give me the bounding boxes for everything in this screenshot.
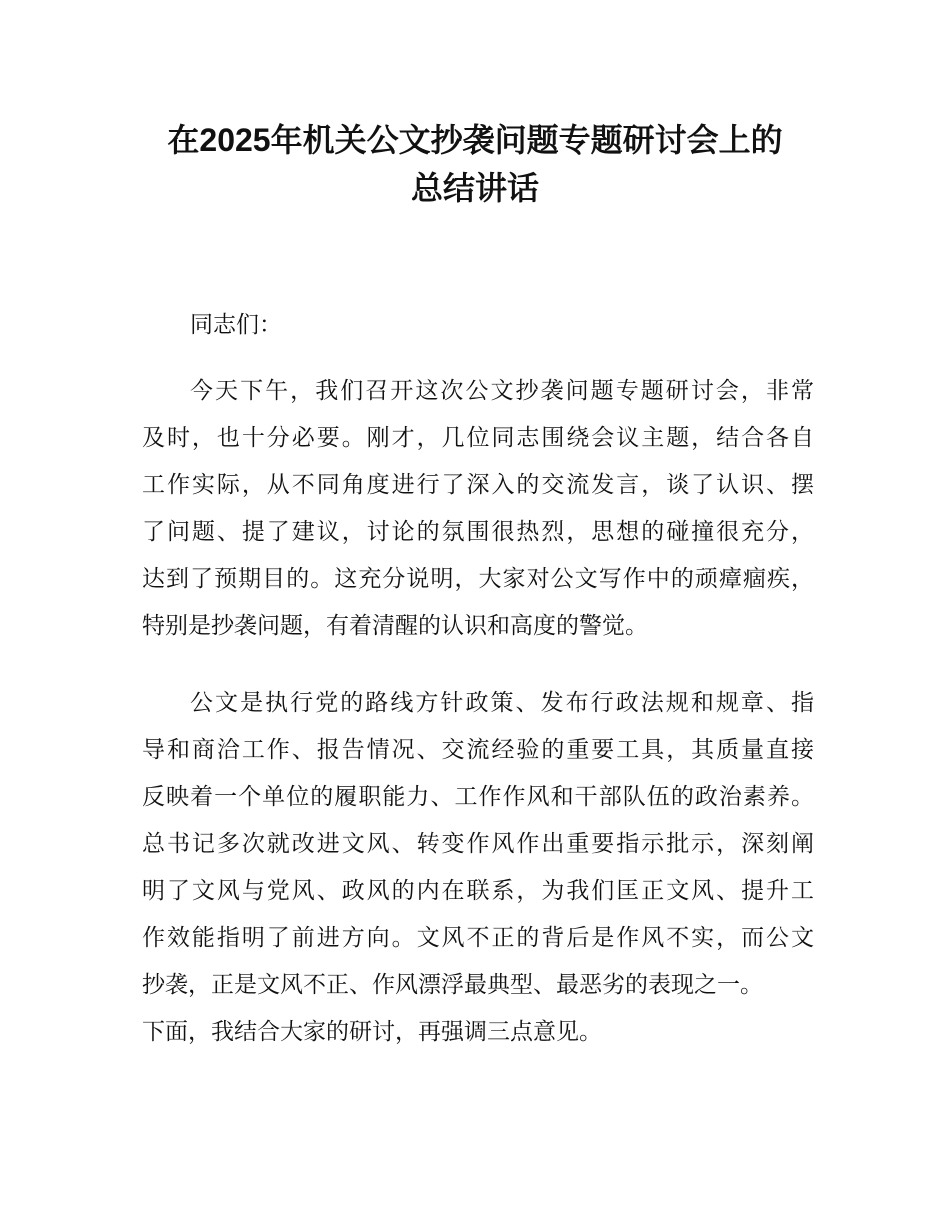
paragraph-line: 作效能指明了前进方向。文风不正的背后是作风不实，而公文 [142, 925, 814, 950]
paragraph-line: 下面，我结合大家的研讨，再强调三点意见。 [142, 1019, 602, 1044]
salutation [142, 301, 814, 348]
paragraph-line: 总书记多次就改进文风、转变作风作出重要指示批示，深刻阐 [142, 831, 814, 856]
paragraph-line: 导和商洽工作、报告情况、交流经验的重要工具，其质量直接 [142, 737, 814, 762]
document-title [0, 116, 950, 212]
paragraph-line: 特别是抄袭问题，有着清醒的认识和高度的警觉。 [142, 613, 648, 638]
paragraph-line: 抄袭，正是文风不正、作风漂浮最典型、最恶劣的表现之一。 [142, 972, 763, 997]
paragraph-line: 达到了预期目的。这充分说明，大家对公文写作中的顽瘴痼疾， [142, 566, 814, 591]
paragraph-line: 今天下午，我们召开这次公文抄袭问题专题研讨会，非常 [190, 378, 814, 403]
paragraph-line: 反映着一个单位的履职能力、工作作风和干部队伍的政治素养。 [142, 784, 814, 809]
title-line-1: 在2025年机关公文抄袭问题专题研讨会上的 [167, 122, 783, 158]
paragraph-line: 了问题、提了建议，讨论的氛围很热烈，思想的碰撞很充分， [142, 519, 814, 544]
paragraph-1 [142, 367, 814, 649]
salutation-text: 同志们： [190, 312, 282, 337]
paragraph-line: 明了文风与党风、政风的内在联系，为我们匡正文风、提升工 [142, 878, 814, 903]
title-line-2: 总结讲话 [410, 170, 539, 206]
paragraph-line: 工作实际，从不同角度进行了深入的交流发言，谈了认识、摆 [142, 472, 814, 497]
paragraph-2 [142, 679, 814, 1055]
paragraph-line: 及时，也十分必要。刚才，几位同志围绕会议主题，结合各自 [142, 425, 814, 450]
paragraph-line: 公文是执行党的路线方针政策、发布行政法规和规章、指 [190, 690, 814, 715]
